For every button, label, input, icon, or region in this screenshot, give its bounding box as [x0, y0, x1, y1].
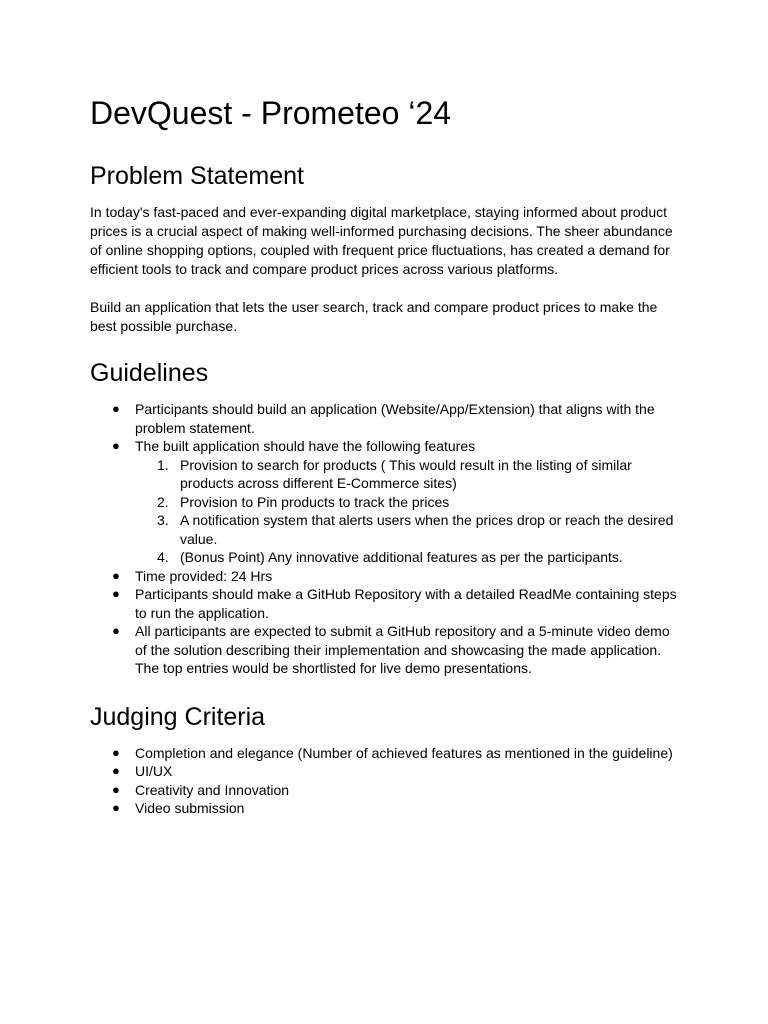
bullet-icon: ●: [112, 800, 120, 815]
list-item-text: Video submission: [135, 800, 245, 816]
list-item-text: Completion and elegance (Number of achieved features as mentioned in the guideline): [135, 744, 673, 761]
list-item-text: All participants are expected to submit a GitHub repository and a 5-minute video demo of the solution describing their implementation and showcasing the made application. The top entries would be shortlisted for live demo presentations.: [135, 623, 670, 676]
bullet-icon: ●: [112, 567, 120, 583]
feature-number: 1.: [157, 456, 169, 473]
list-item: [112, 437, 678, 567]
list-item: [112, 400, 678, 437]
list-item: [112, 744, 678, 763]
list-item: [112, 622, 678, 678]
bullet-icon: ●: [112, 623, 120, 638]
bullet-icon: ●: [112, 744, 120, 760]
bullet-icon: ●: [112, 781, 120, 797]
feature-text: Provision to Pin products to track the prices: [180, 493, 450, 510]
list-item: [112, 567, 678, 586]
feature-item: [157, 548, 678, 567]
feature-item: [157, 456, 678, 493]
list-item-text: Creativity and Innovation: [135, 781, 290, 798]
document-title: DevQuest - Prometeo ‘24: [90, 95, 452, 131]
bullet-icon: ●: [112, 438, 120, 453]
feature-item: [157, 511, 678, 548]
features-list: [135, 456, 678, 567]
bullet-icon: ●: [112, 401, 120, 416]
list-item-text: Participants should make a GitHub Repository with a detailed ReadMe containing steps to run the application.: [135, 586, 677, 621]
list-item: [112, 585, 678, 622]
list-item: [112, 762, 678, 781]
problem-paragraph-2: Build an application that lets the user search, track and compare product prices to make the best possible purchase.: [90, 299, 658, 334]
problem-paragraph-1: In today's fast-paced and ever-expanding digital marketplace, staying informed about product prices is a crucial aspect of making well-informed purchasing decisions. The sheer abundance of online shopping options, coupled with frequent price fluctuations, has created a demand for efficient tools to track and compare product prices across various platforms.: [90, 204, 673, 277]
feature-text: Provision to search for products ( This would result in the listing of similar products across different E-Commerce sites): [180, 456, 632, 491]
feature-item: [157, 493, 678, 512]
list-item-text: UI/UX: [135, 763, 173, 779]
list-item: [112, 781, 678, 800]
list-item-text: Participants should build an application (Website/App/Extension) that aligns with the problem statement.: [135, 401, 655, 436]
feature-text: A notification system that alerts users when the prices drop or reach the desired value.: [180, 512, 674, 547]
list-item: [112, 799, 678, 818]
feature-number: 2.: [157, 493, 169, 510]
judging-criteria-heading: Judging Criteria: [90, 702, 266, 731]
feature-text: (Bonus Point) Any innovative additional features as per the participants.: [180, 549, 623, 565]
bullet-icon: ●: [112, 763, 120, 778]
judging-criteria-list: [90, 744, 678, 818]
list-item-text: Time provided: 24 Hrs: [135, 567, 273, 584]
guidelines-heading: Guidelines: [90, 359, 209, 387]
feature-number: 4.: [157, 549, 169, 565]
list-item-text: The built application should have the following features: [135, 438, 476, 454]
bullet-icon: ●: [112, 586, 120, 601]
guidelines-list: [90, 400, 678, 678]
problem-statement-heading: Problem Statement: [90, 162, 304, 190]
feature-number: 3.: [157, 512, 169, 528]
